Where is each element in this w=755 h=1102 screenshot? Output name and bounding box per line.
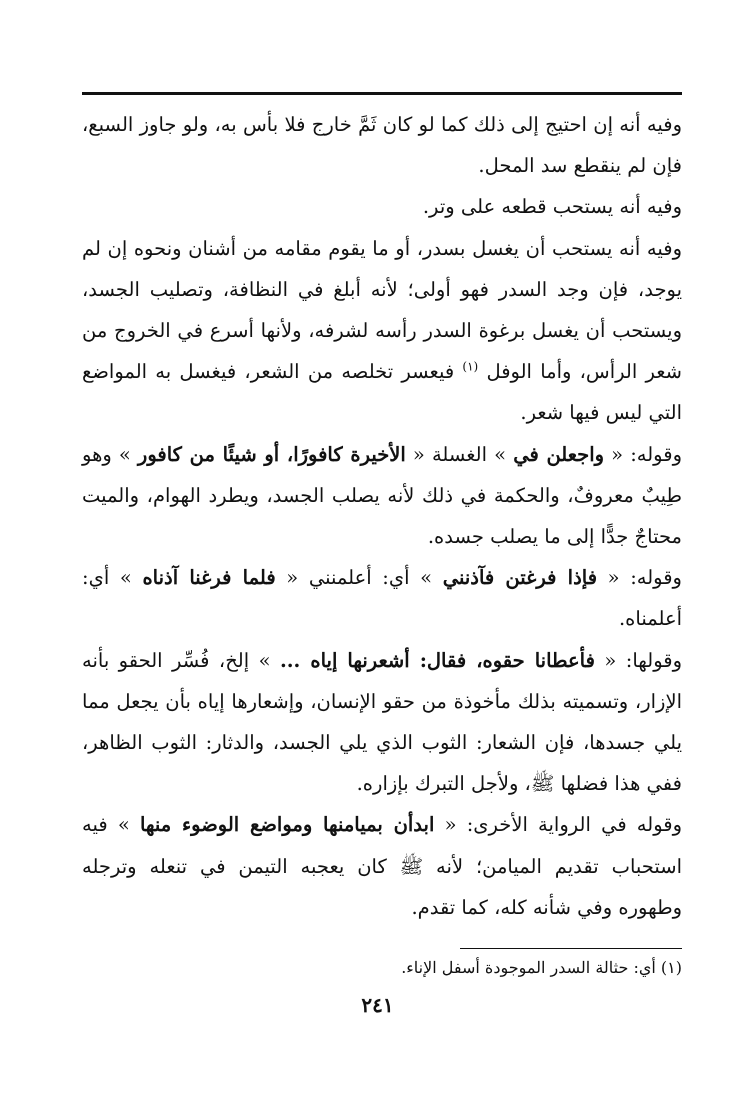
text-run: » الغسلة « xyxy=(412,442,507,466)
hadith-quote: واجعلن في xyxy=(513,442,605,466)
footnote-text: أي: حثالة السدر الموجودة أسفل الإناء. xyxy=(401,958,656,977)
hadith-quote: فإذا فرغتن فآذنني xyxy=(442,566,598,590)
text-run: وقوله: « xyxy=(607,566,682,590)
hadith-quote: فأعطانا حقوه، فقال: أشعرنها إياه ... xyxy=(279,648,595,672)
paragraph xyxy=(82,434,682,558)
paragraph xyxy=(82,804,682,928)
paragraph: وفيه أنه يستحب قطعه على وتر. xyxy=(422,195,682,219)
paragraph xyxy=(82,640,682,805)
text-run: فيعسر تخلصه من الشعر، فيغسل به المواضع التي ليس فيها شعر. xyxy=(82,360,682,425)
footnote-number: (١) xyxy=(660,958,682,977)
paragraph: وفيه أنه إن احتيج إلى ذلك كما لو كان ثَمَّ خارج فلا بأس به، ولو جاوز السبع، فإن لم ينقطع سد المحل. xyxy=(82,113,682,178)
text-run: وفيه أنه يستحب أن يغسل بسدر، أو ما يقوم مقامه من أشنان ونحوه إن لم يوجد، فإن وجد السدر فهو أولى؛ لأنه أبلغ في النظافة، وتصليب الجسد، ويستحب أن يغسل برغوة السدر رأسه لشرفه، ولأنها أسرع في الخروج من شعر الرأس، وأما الوفل xyxy=(82,236,682,384)
footnote xyxy=(82,955,682,981)
hadith-quote: فلما فرغنا آذناه xyxy=(142,566,276,590)
text-run: وقوله في الرواية الأخرى: « xyxy=(444,813,683,837)
text-run: وقولها: « xyxy=(604,648,683,672)
paragraph xyxy=(82,557,682,639)
text-run: » أي: أعلمنني « xyxy=(286,566,433,590)
hadith-quote: ابدأن بميامنها ومواضع الوضوء منها xyxy=(139,813,435,837)
header-rule xyxy=(82,92,682,95)
footnote-reference: (١) xyxy=(462,359,479,374)
footnote-rule xyxy=(460,948,682,949)
paragraph xyxy=(82,228,682,434)
text-run: » وهو طِيبٌ معروفٌ، والحكمة في ذلك لأنه يصلب الجسد، ويطرد الهوام، والميت محتاجٌ جدًّا إلى ما يصلب جسده. xyxy=(82,442,682,549)
page-number: ٢٤١ xyxy=(361,993,394,1017)
hadith-quote: الأخيرة كافورًا، أو شيئًا من كافور xyxy=(137,442,406,466)
text-run: وقوله: « xyxy=(611,442,682,466)
text-run: » أي: أعلمناه. xyxy=(82,566,682,631)
text-run: » فيه استحباب تقديم الميامن؛ لأنه ﷺ كان يعجبه التيمن في تنعله وترجله وطهوره وفي شأنه كله، كما تقدم. xyxy=(82,813,682,919)
page-body xyxy=(82,104,682,928)
text-run: » إلخ، فُسِّر الحقو بأنه الإزار، وتسميته بذلك مأخوذة من حقو الإنسان، وإشعارها إياه بأن يجعل مما يلي جسدها، فإن الشعار: الثوب الذي يلي الجسد، والدثار: الثوب الظاهر، ففي هذا فضلها ﷺ، ولأجل التبرك بإزاره. xyxy=(82,648,682,796)
